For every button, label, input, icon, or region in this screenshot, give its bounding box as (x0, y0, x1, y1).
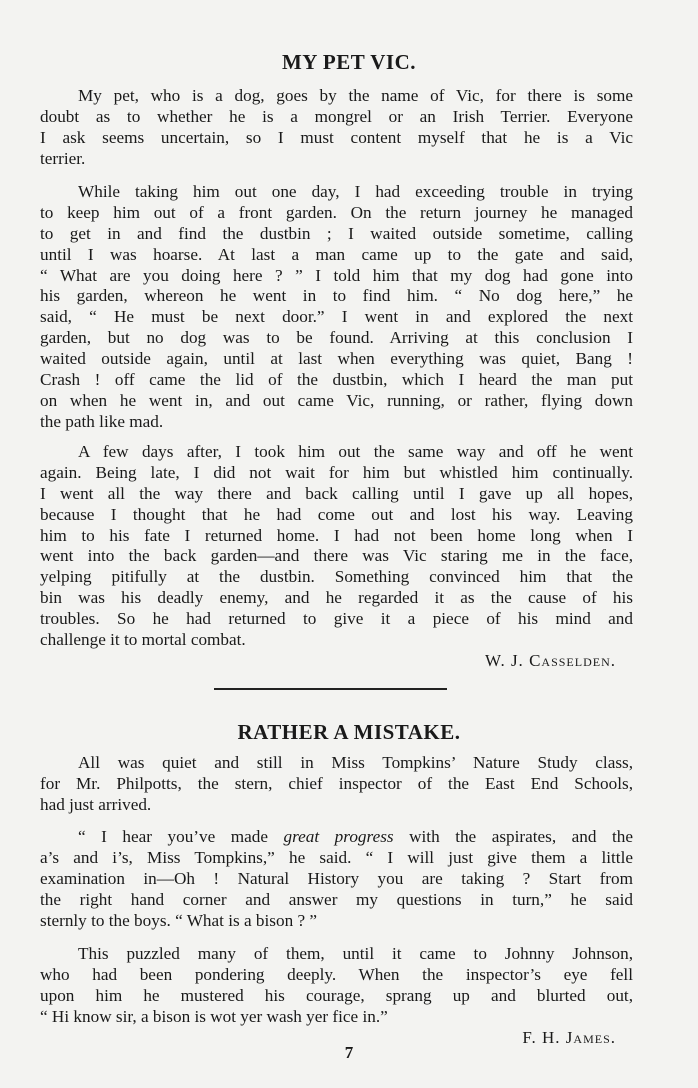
article2-paragraph-1 (40, 753, 633, 816)
text-line: until I was hoarse. At last a man came up to the gate and said, (40, 244, 633, 264)
article-title-rather-a-mistake: RATHER A MISTAKE. (237, 720, 461, 744)
text-line: garden, but no dog was to be found. Arriving at this conclusion I (40, 328, 633, 348)
article1-paragraph-1 (40, 86, 633, 170)
signature-initials: W. J. (484, 651, 530, 670)
text-line: “ Hi know sir, a bison is wot yer wash yer fice in.” (40, 1006, 388, 1026)
text-line: I went all the way there and back calling until I gave up all hopes, (40, 483, 633, 503)
text-line: While taking him out one day, I had exceeding trouble in trying (78, 182, 633, 201)
text-line: the path like mad. (40, 411, 164, 431)
text-line: terrier. (40, 148, 86, 168)
text-line: on when he went in, and out came Vic, running, or rather, flying down (40, 390, 633, 410)
text-line: bin was his deadly enemy, and he regarded it as the cause of his (40, 588, 633, 608)
text-line: to keep him out of a front garden. On the return journey he managed (40, 202, 633, 222)
text-line: doubt as to whether he is a mongrel or an Irish Terrier. Everyone (40, 106, 633, 126)
text-line: to get in and find the dustbin ; I waited outside sometime, calling (40, 223, 633, 243)
signature-surname: Casselden. (529, 651, 616, 670)
article-title-my-pet-vic: MY PET VIC. (281, 50, 417, 74)
section-divider (214, 688, 447, 690)
text-line: again. Being late, I did not wait for him but whistled him continually. (40, 462, 633, 482)
text-line: who had been pondering deeply. When the inspector’s eye fell (40, 964, 633, 984)
text-fragment: with the aspirates, and the (393, 827, 634, 846)
text-line: a’s and i’s, Miss Tompkins,” he said. “ I will just give them a little (40, 847, 633, 867)
text-fragment: “ I hear you’ve made (78, 827, 284, 846)
text-line: sternly to the boys. “ What is a bison ? ” (40, 910, 318, 930)
text-line: him to his fate I returned home. I had not been home long when I (40, 525, 633, 545)
article1-paragraph-2 (40, 182, 633, 433)
italic-emphasis: great progress (283, 827, 394, 846)
text-line: his garden, whereon he went in to find him. “ No dog here,” he (40, 286, 633, 306)
text-line: because I thought that he had come out and lost his way. Leaving (40, 504, 633, 524)
signature-initials: F. H. (522, 1028, 566, 1047)
text-line: examination in—Oh ! Natural History you are taking ? Start from (40, 868, 633, 888)
text-line (40, 827, 633, 848)
text-line: for Mr. Philpotts, the stern, chief inspector of the East End Schools, (40, 773, 633, 793)
text-line: This puzzled many of them, until it came to Johnny Johnson, (78, 944, 633, 963)
text-line: yelping pitifully at the dustbin. Something convinced him that the (40, 567, 633, 587)
signature-surname: James. (565, 1028, 616, 1047)
text-line: upon him he mustered his courage, sprang up and blurted out, (40, 985, 633, 1005)
text-line: “ What are you doing here ? ” I told him that my dog had gone into (40, 265, 633, 285)
article2-paragraph-2 (40, 827, 633, 931)
article1-signature (485, 651, 616, 671)
text-line: waited outside again, until at last when everything was quiet, Bang ! (40, 349, 633, 369)
text-line: I ask seems uncertain, so I must content myself that he is a Vic (40, 127, 633, 147)
article1-paragraph-3 (40, 442, 633, 651)
text-line: troubles. So he had returned to give it a piece of his mind and (40, 609, 633, 629)
text-line: My pet, who is a dog, goes by the name of Vic, for there is some (78, 86, 633, 105)
text-line: A few days after, I took him out the same way and off he went (78, 442, 633, 461)
text-line: All was quiet and still in Miss Tompkins’ Nature Study class, (78, 753, 633, 772)
text-line: challenge it to mortal combat. (40, 630, 246, 650)
page-number: 7 (344, 1043, 354, 1062)
text-line: the right hand corner and answer my questions in turn,” he said (40, 889, 633, 909)
article2-paragraph-3 (40, 944, 633, 1028)
text-line: Crash ! off came the lid of the dustbin, which I heard the man put (40, 370, 633, 390)
text-line: said, “ He must be next door.” I went in and explored the next (40, 307, 633, 327)
text-line: had just arrived. (40, 794, 152, 814)
text-line: went into the back garden—and there was Vic staring me in the face, (40, 546, 633, 566)
